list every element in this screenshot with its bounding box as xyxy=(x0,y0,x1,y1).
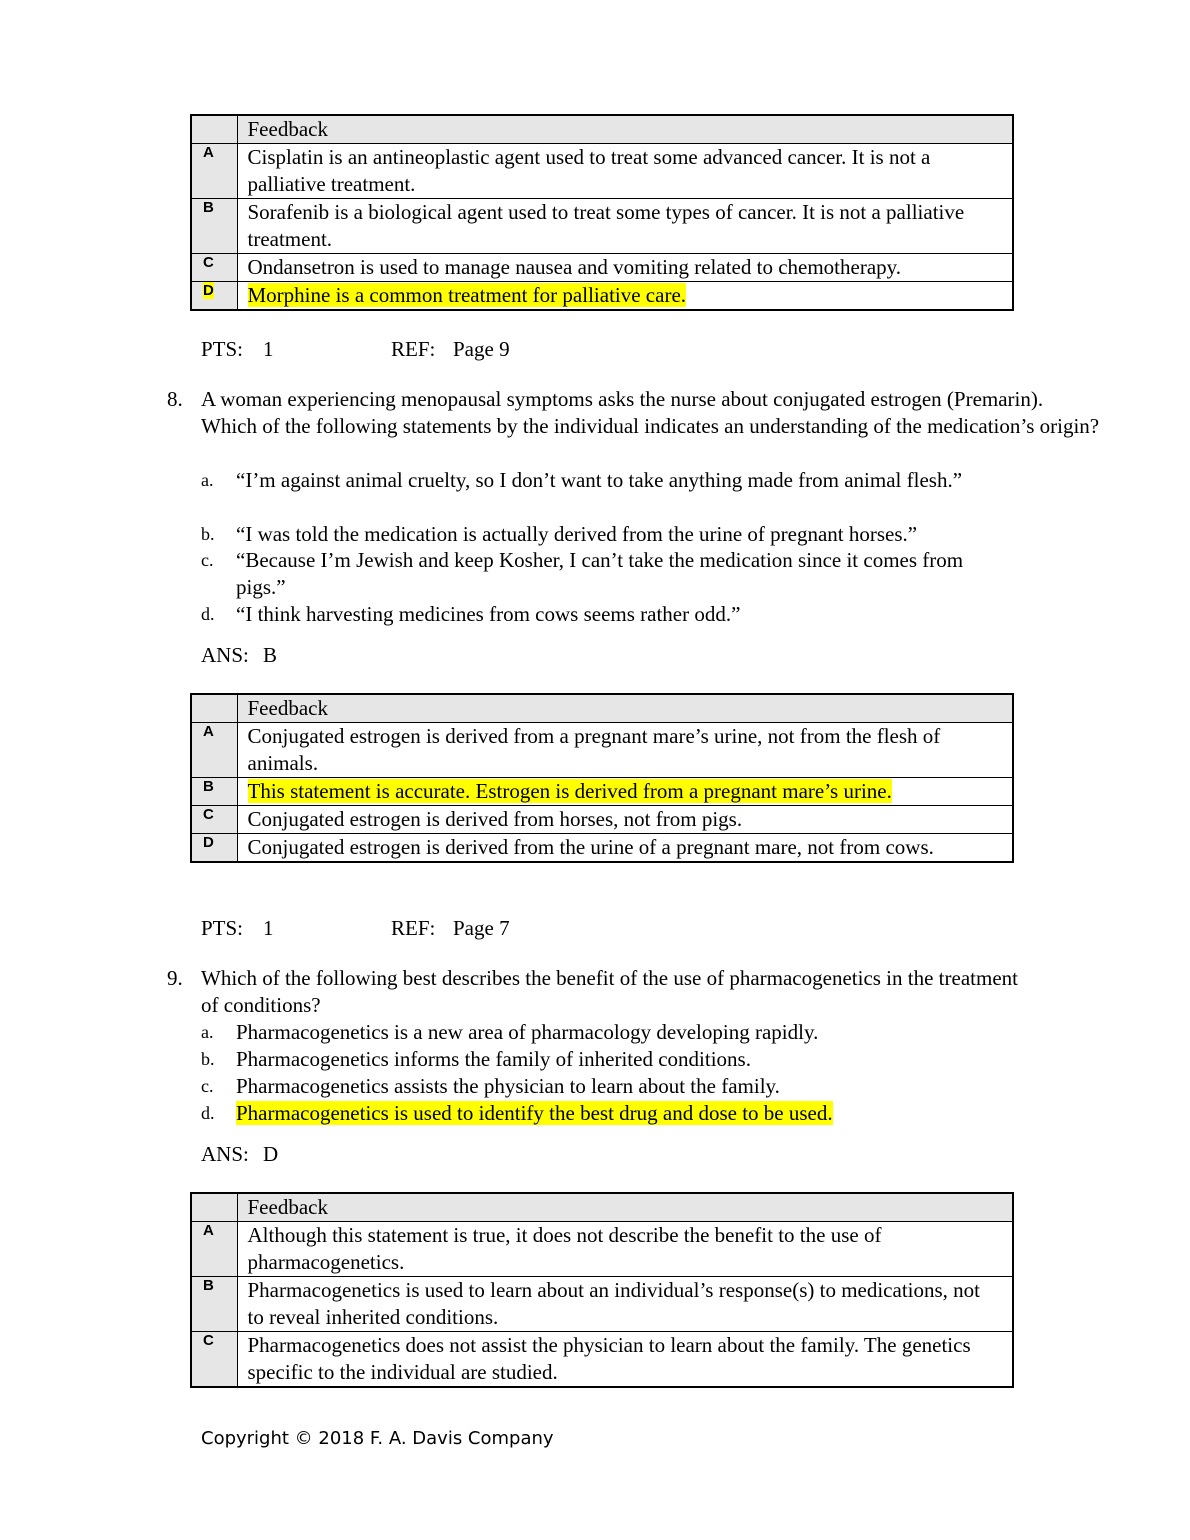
option-text-correct: Pharmacogenetics is used to identify the best drug and dose to be used. xyxy=(236,1101,833,1125)
feedback-row-letter: C xyxy=(191,254,237,282)
feedback-row xyxy=(191,834,1013,863)
feedback-row-letter: B xyxy=(191,1277,237,1332)
ref-value: Page 9 xyxy=(453,337,510,361)
feedback-table-q9 xyxy=(190,1192,1014,1388)
feedback-row xyxy=(191,1277,1013,1332)
feedback-row xyxy=(191,144,1013,199)
answer-label: ANS: xyxy=(201,1142,249,1166)
option-text: Pharmacogenetics is a new area of pharmacology developing rapidly. xyxy=(236,1020,819,1044)
feedback-row-text: Conjugated estrogen is derived from horses, not from pigs. xyxy=(237,806,1013,834)
option-letter: d. xyxy=(201,1103,215,1123)
feedback-row-letter: D xyxy=(203,282,214,299)
feedback-row-text: Pharmacogenetics does not assist the physician to learn about the family. The genetics specific to the individual are studied. xyxy=(237,1332,1013,1388)
feedback-row-text: Cisplatin is an antineoplastic agent used to treat some advanced cancer. It is not a palliative treatment. xyxy=(237,144,1013,199)
feedback-row-letter: A xyxy=(191,1222,237,1277)
question-stem: A woman experiencing menopausal symptoms asks the nurse about conjugated estrogen (Premarin). Which of the following statements by the individual indicates an understanding of the medication’s origin? xyxy=(201,387,1100,438)
question-stem: Which of the following best describes the benefit of the use of pharmacogenetics in the treatment of conditions? xyxy=(201,966,1018,1017)
option-text: “Because I’m Jewish and keep Kosher, I can’t take the medication since it comes from pigs.” xyxy=(236,548,964,599)
answer-value: B xyxy=(263,643,278,667)
feedback-header-blank xyxy=(191,1193,237,1222)
feedback-header: Feedback xyxy=(237,115,1013,144)
feedback-row-letter: B xyxy=(191,199,237,254)
option-letter: c. xyxy=(201,1076,214,1096)
option-letter: a. xyxy=(201,1022,214,1042)
feedback-row-letter: C xyxy=(191,1332,237,1388)
feedback-table-q8 xyxy=(190,693,1014,863)
feedback-row-letter: B xyxy=(191,778,237,806)
feedback-header-blank xyxy=(191,694,237,723)
feedback-row-text: Pharmacogenetics is used to learn about an individual’s response(s) to medications, not to reveal inherited conditions. xyxy=(237,1277,1013,1332)
feedback-row xyxy=(191,806,1013,834)
option-letter: b. xyxy=(201,1049,215,1069)
answer-label: ANS: xyxy=(201,643,249,667)
feedback-header-row xyxy=(191,115,1013,144)
feedback-header-row xyxy=(191,694,1013,723)
feedback-row-correct xyxy=(191,282,1013,311)
feedback-row-text: Conjugated estrogen is derived from the urine of a pregnant mare, not from cows. xyxy=(237,834,1013,863)
feedback-row-letter: C xyxy=(191,806,237,834)
feedback-header-blank xyxy=(191,115,237,144)
feedback-row-letter: D xyxy=(191,834,237,863)
feedback-row xyxy=(191,723,1013,778)
feedback-header: Feedback xyxy=(237,1193,1013,1222)
option-text: “I was told the medication is actually derived from the urine of pregnant horses.” xyxy=(236,522,918,546)
feedback-row-text: Morphine is a common treatment for palliative care. xyxy=(247,283,687,307)
ref-label: REF: xyxy=(391,916,436,940)
option-text: Pharmacogenetics informs the family of inherited conditions. xyxy=(236,1047,751,1071)
ref-label: REF: xyxy=(391,337,436,361)
option-text: “I think harvesting medicines from cows seems rather odd.” xyxy=(236,602,741,626)
feedback-row-text: Ondansetron is used to manage nausea and vomiting related to chemotherapy. xyxy=(237,254,1013,282)
feedback-row-text: This statement is accurate. Estrogen is derived from a pregnant mare’s urine. xyxy=(247,779,892,803)
feedback-row-text: Although this statement is true, it does not describe the benefit to the use of pharmacogenetics. xyxy=(237,1222,1013,1277)
question-number: 9. xyxy=(167,966,183,990)
option-letter: c. xyxy=(201,550,214,570)
feedback-header-row xyxy=(191,1193,1013,1222)
feedback-header: Feedback xyxy=(237,694,1013,723)
pts-label: PTS: xyxy=(201,916,244,940)
ref-value: Page 7 xyxy=(453,916,510,940)
feedback-table-q7 xyxy=(190,114,1014,311)
option-text: Pharmacogenetics assists the physician to learn about the family. xyxy=(236,1074,780,1098)
feedback-row xyxy=(191,1222,1013,1277)
option-letter: b. xyxy=(201,524,215,544)
feedback-row-text: Conjugated estrogen is derived from a pregnant mare’s urine, not from the flesh of animals. xyxy=(237,723,1013,778)
option-text: “I’m against animal cruelty, so I don’t want to take anything made from animal flesh.” xyxy=(236,468,963,492)
option-letter: a. xyxy=(201,470,214,490)
question-number: 8. xyxy=(167,387,183,411)
pts-value: 1 xyxy=(263,916,274,940)
feedback-row-letter: A xyxy=(191,723,237,778)
pts-value: 1 xyxy=(263,337,274,361)
answer-value: D xyxy=(263,1142,279,1166)
feedback-row-text: Sorafenib is a biological agent used to treat some types of cancer. It is not a palliative treatment. xyxy=(237,199,1013,254)
feedback-row xyxy=(191,1332,1013,1388)
feedback-row xyxy=(191,199,1013,254)
feedback-row-letter: A xyxy=(191,144,237,199)
feedback-row xyxy=(191,254,1013,282)
copyright-footer: Copyright © 2018 F. A. Davis Company xyxy=(201,1428,554,1449)
feedback-row-correct xyxy=(191,778,1013,806)
option-letter: d. xyxy=(201,604,215,624)
pts-label: PTS: xyxy=(201,337,244,361)
